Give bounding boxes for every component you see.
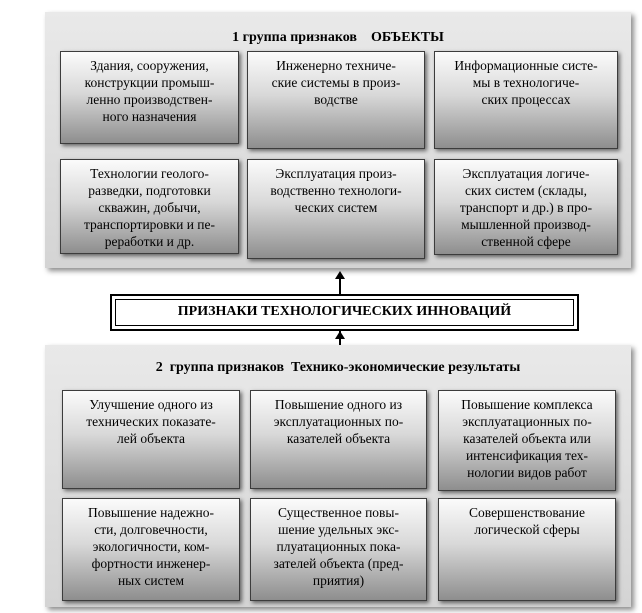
group2-box-operational-indicator-text: Повышение одного из эксплуатационных по- казателей объекта xyxy=(273,397,404,446)
group2-box-technical-indicator xyxy=(62,390,240,489)
center-title: ПРИЗНАКИ ТЕХНОЛОГИЧЕСКИХ ИННОВАЦИЙ xyxy=(177,304,512,319)
group2-box-operational-indicator xyxy=(250,390,427,489)
group1-box-logistics-operation-text: Эксплуатация логиче- ских систем (склады, транспорт и др.) в про- мышленной производ- ственной сфере xyxy=(459,166,593,249)
group1-box-information-systems xyxy=(434,51,618,149)
group1-box-geology-technologies-text: Технологии геолого- разведки, подготовки скважин, добычи, транспортировки и пе- реработки и др. xyxy=(83,166,216,249)
group2-box-reliability xyxy=(62,498,240,601)
group2-box-operational-complex-text: Повышение комплекса эксплуатационных по- казателей объекта или интенсификация тех- нологии видов работ xyxy=(461,397,593,480)
group1-box-logistics-operation xyxy=(434,159,618,255)
center-title-box xyxy=(110,294,579,331)
group2-box-specific-indicators-text: Существенное повы- шение удельных экс- плуатационных пока- зателей объекта (пред- приятия) xyxy=(273,505,404,588)
arrow-up-icon xyxy=(335,271,345,279)
group2-panel xyxy=(45,345,631,607)
group1-box-engineering-systems-text: Инженерно техниче- ские системы в произ- водстве xyxy=(271,58,401,107)
group1-box-information-systems-text: Информационные систе- мы в технологиче- ских процессах xyxy=(454,58,598,107)
group2-box-specific-indicators xyxy=(250,498,427,601)
group2-box-technical-indicator-text: Улучшение одного из технических показате- лей объекта xyxy=(86,397,216,446)
group1-box-buildings xyxy=(60,51,239,144)
group1-box-operation-systems xyxy=(247,159,425,259)
group2-box-reliability-text: Повышение надежно- сти, долговечности, экологичности, ком- фортности инженер- ных систем xyxy=(87,505,215,588)
group1-box-geology-technologies xyxy=(60,159,239,254)
group1-panel xyxy=(45,12,631,268)
group2-box-operational-complex xyxy=(438,390,616,491)
group1-box-buildings-text: Здания, сооружения, конструкции промыш- ленно производствен- ного назначения xyxy=(84,58,215,124)
group2-title: 2 группа признаков Технико-экономические результаты xyxy=(155,360,521,375)
group2-box-logistics-improvement xyxy=(438,498,616,601)
arrow-up-icon-lower xyxy=(335,331,345,339)
group1-title: 1 группа признаков ОБЪЕКТЫ xyxy=(232,30,444,45)
group1-box-engineering-systems xyxy=(247,51,425,149)
group1-box-operation-systems-text: Эксплуатация произ- водственно технологи- ческих систем xyxy=(270,166,402,215)
group2-box-logistics-improvement-text: Совершенствование логической сферы xyxy=(469,505,585,537)
connector-line-top xyxy=(339,279,341,294)
